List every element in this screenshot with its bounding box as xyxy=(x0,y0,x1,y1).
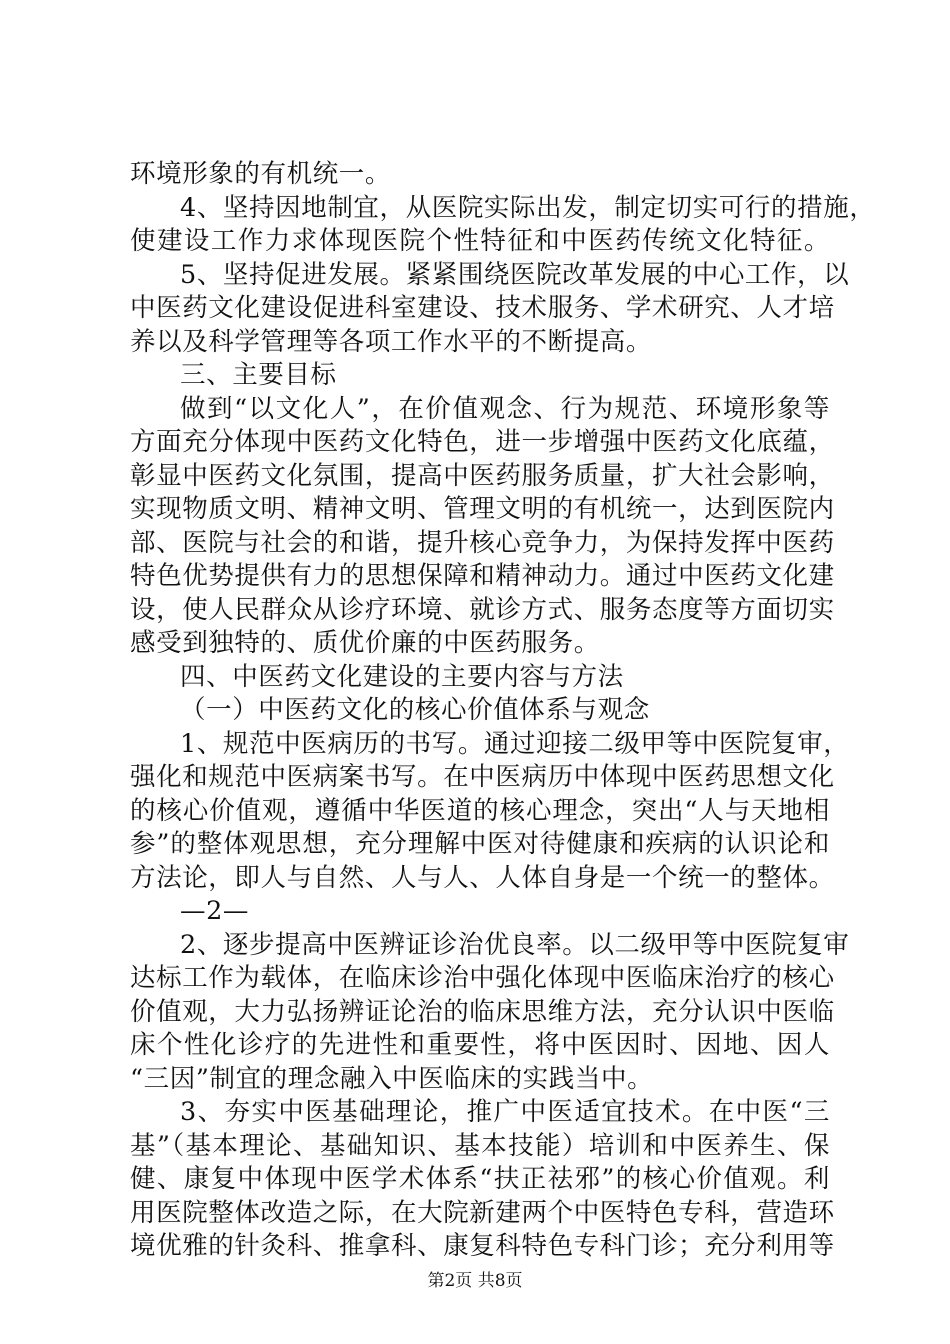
text-line: 方法论，即人与自然、人与人、人体自身是一个统一的整体。 xyxy=(130,862,835,893)
text-line: 强化和规范中医病案书写。在中医病历中体现中医药思想文化 xyxy=(130,762,835,792)
text-line: 床个性化诊疗的先进性和重要性，将中医因时、因地、因人 xyxy=(130,1030,830,1060)
text-line: —2— xyxy=(180,896,250,926)
text-line: 2、逐步提高中医辨证诊治优良率。以二级甲等中医院复审 xyxy=(180,929,850,960)
text-line: 感受到独特的、质优价廉的中医药服务。 xyxy=(130,628,600,658)
text-line: 用医院整体改造之际，在大院新建两个中医特色专科，营造环 xyxy=(130,1197,835,1228)
text-line: 实现物质文明、精神文明、管理文明的有机统一，达到医院内 xyxy=(130,494,835,524)
text-line: 4、坚持因地制宜，从医院实际出发，制定切实可行的措施， xyxy=(180,192,876,223)
text-line: 三、主要目标 xyxy=(180,360,337,390)
text-line: 四、中医药文化建设的主要内容与方法 xyxy=(180,661,624,692)
text-line: 方面充分体现中医药文化特色，进一步增强中医药文化底蕴， xyxy=(130,427,835,457)
text-line: 参”的整体观思想，充分理解中医对待健康和疾病的认识论和 xyxy=(130,829,830,859)
text-line: 基”（基本理论、基础知识、基本技能）培训和中医养生、保 xyxy=(130,1130,830,1161)
text-line: 部、医院与社会的和谐，提升核心竞争力，为保持发挥中医药 xyxy=(130,527,835,558)
text-line: 达标工作为载体，在临床诊治中强化体现中医临床治疗的核心 xyxy=(130,963,835,993)
text-line: 境优雅的针灸科、推拿科、康复科特色专科门诊；充分利用等 xyxy=(130,1231,835,1261)
text-line: 的核心价值观，遵循中华医道的核心理念，突出“人与天地相 xyxy=(130,795,830,826)
text-line: 中医药文化建设促进科室建设、技术服务、学术研究、人才培 xyxy=(130,293,835,323)
text-line: 3、夯实中医基础理论，推广中医适宜技术。在中医“三 xyxy=(180,1097,830,1127)
page-number-label: 第2页 共8页 xyxy=(427,1271,523,1291)
text-line: 5、坚持促进发展。紧紧围绕医院改革发展的中心工作，以 xyxy=(180,259,850,290)
text-line: 养以及科学管理等各项工作水平的不断提高。 xyxy=(130,326,653,357)
text-line: 价值观，大力弘扬辨证论治的临床思维方法，充分认识中医临 xyxy=(130,996,835,1027)
text-line: （一）中医药文化的核心价值体系与观念 xyxy=(180,695,650,725)
text-line: 使建设工作力求体现医院个性特征和中医药传统文化特征。 xyxy=(130,226,830,256)
text-line: 设，使人民群众从诊疗环境、就诊方式、服务态度等方面切实 xyxy=(130,594,835,625)
text-line: 1、规范中医病历的书写。通过迎接二级甲等中医院复审， xyxy=(180,728,850,759)
text-line: 做到“以文化人”，在价值观念、行为规范、环境形象等 xyxy=(180,393,830,424)
text-line: 环境形象的有机统一。 xyxy=(130,159,392,189)
text-line: “三因”制宜的理念融入中医临床的实践当中。 xyxy=(130,1063,654,1094)
text-line: 彰显中医药文化氛围，提高中医药服务质量，扩大社会影响， xyxy=(130,460,835,491)
text-line: 特色优势提供有力的思想保障和精神动力。通过中医药文化建 xyxy=(130,561,835,591)
text-line: 健、康复中体现中医学术体系“扶正祛邪”的核心价值观。利 xyxy=(130,1164,830,1194)
page-footer xyxy=(0,1270,950,1292)
